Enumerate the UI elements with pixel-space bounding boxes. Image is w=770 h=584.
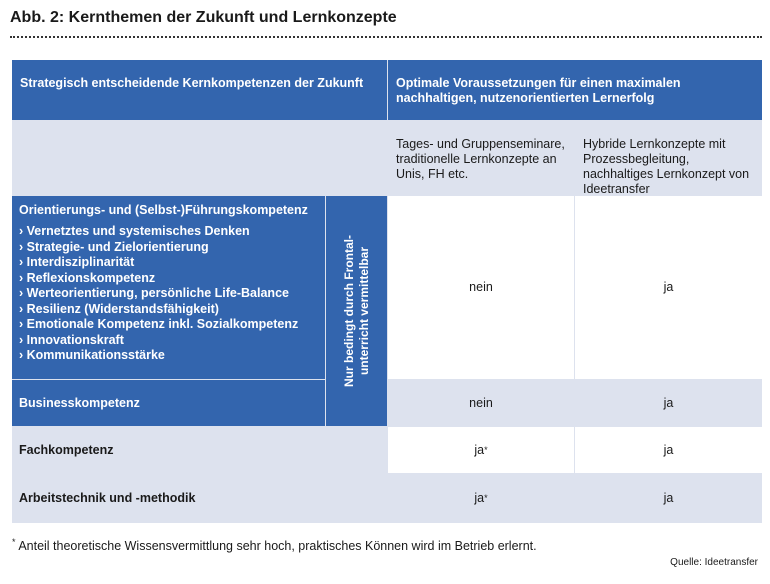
list-item: › Interdisziplinarität <box>19 255 319 271</box>
subheader-hybrid: Hybride Lernkonzepte mit Prozessbegleitung, nachhaltiges Lernkonzept von Ideetransfer <box>575 121 762 195</box>
row-business-traditional: nein <box>388 380 574 426</box>
header-competences: Strategisch entscheidende Kernkompetenzen der Zukunft <box>12 60 387 120</box>
footnote-marker: * <box>484 444 488 455</box>
row-methods: Arbeitstechnik und -methodik <box>12 474 387 523</box>
footnote-mark: * <box>12 537 16 547</box>
list-item: › Innovationskraft <box>19 333 319 349</box>
title-divider <box>10 36 762 38</box>
row-orientation-traditional: nein <box>388 196 574 379</box>
row-expertise: Fachkompetenz <box>12 427 387 473</box>
row-orientation-label: Orientierungs- und (Selbst-)Führungskompetenz <box>19 203 308 217</box>
list-item: › Strategie- und Zielorientierung <box>19 240 319 256</box>
list-item: › Vernetztes und systemisches Denken <box>19 224 319 240</box>
row-methods-traditional-value: ja <box>474 491 485 505</box>
row-expertise-hybrid: ja <box>575 427 762 473</box>
list-item: › Reflexionskompetenz <box>19 271 319 287</box>
list-item: › Resilienz (Widerstandsfähigkeit) <box>19 302 319 318</box>
footnote-text: Anteil theoretische Wissensvermittlung sehr hoch, praktisches Können wird im Betrieb erlernt. <box>18 539 537 554</box>
row-methods-hybrid: ja <box>575 474 762 523</box>
header-learning-success: Optimale Voraussetzungen für einen maximalen nachhaltigen, nutzenorientierten Lernerfolg <box>388 60 762 120</box>
list-item: › Werteorientierung, persönliche Life-Balance <box>19 286 319 302</box>
row-methods-traditional <box>388 474 574 523</box>
row-orientation <box>12 196 325 379</box>
competence-table <box>12 60 762 523</box>
row-expertise-traditional <box>388 427 574 473</box>
figure-title: Abb. 2: Kernthemen der Zukunft und Lernkonzepte <box>10 9 397 26</box>
row-business: Businesskompetenz <box>12 380 325 426</box>
list-item: › Kommunikationsstärke <box>19 348 319 364</box>
list-item: › Emotionale Kompetenz inkl. Sozialkompetenz <box>19 317 319 333</box>
row-business-hybrid: ja <box>575 380 762 426</box>
footnote <box>12 537 537 553</box>
row-expertise-traditional-value: ja <box>474 442 485 457</box>
subheader-empty <box>12 121 387 195</box>
competence-list <box>19 224 319 364</box>
frontal-teaching-band <box>326 196 387 426</box>
footnote-marker: * <box>484 493 488 503</box>
frontal-teaching-label: Nur bedingt durch Frontal- unterricht vermittelbar <box>342 235 371 387</box>
row-orientation-hybrid: ja <box>575 196 762 379</box>
source-label: Quelle: Ideetransfer <box>670 557 758 568</box>
subheader-traditional: Tages- und Gruppenseminare, traditionelle Lernkonzepte an Unis, FH etc. <box>388 121 574 195</box>
